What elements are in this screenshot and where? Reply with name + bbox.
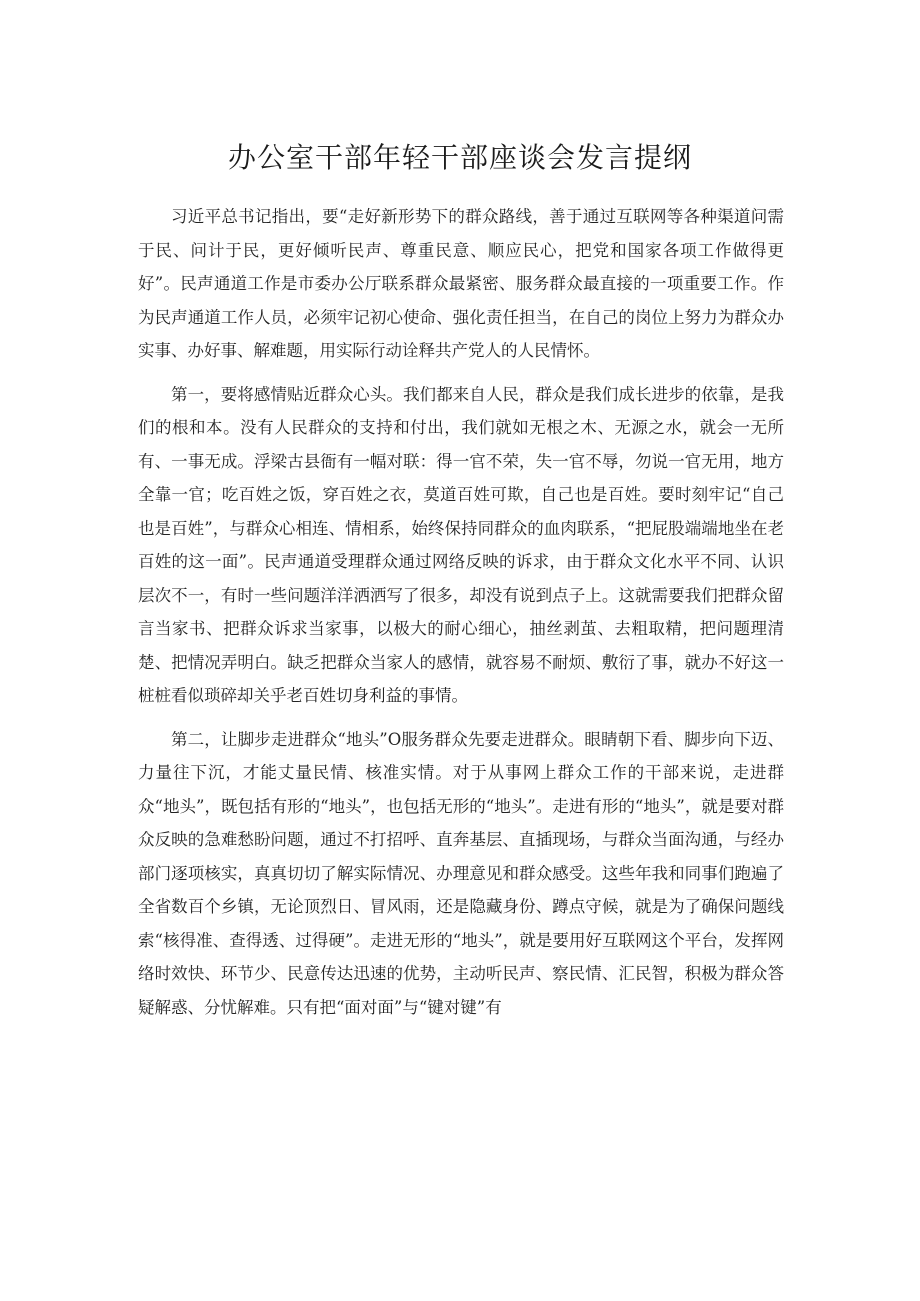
- document-body: [138, 200, 784, 1034]
- paragraph-intro: 习近平总书记指出，要“走好新形势下的群众路线，善于通过互联网等各种渠道问需于民、问计于民，更好倾听民声、尊重民意、顺应民心，把党和国家各项工作做得更好”。民声通道工作是市委办公厅联系群众最紧密、服务群众最直接的一项重要工作。作为民声通道工作人员，必须牢记初心使命、强化责任担当，在自己的岗位上努力为群众办实事、办好事、解难题，用实际行动诠释共产党人的人民情怀。: [138, 207, 784, 360]
- paragraph-second-point: 第二，让脚步走进群众“地头”O服务群众先要走进群众。眼睛朝下看、脚步向下迈、力量往下沉，才能丈量民情、核准实情。对于从事网上群众工作的干部来说，走进群众“地头”，既包括有形的“地头”，也包括无形的“地头”。走进有形的“地头”，就是要对群众反映的急难愁盼问题，通过不打招呼、直奔基层、直插现场，与群众当面沟通，与经办部门逐项核实，真真切切了解实际情况、办理意见和群众感受。这些年我和同事们跑遍了全省数百个乡镇，无论顶烈日、冒风雨，还是隐藏身份、蹲点守候，就是为了确保问题线索“核得准、查得透、过得硬”。走进无形的“地头”，就是要用好互联网这个平台，发挥网络时效快、环节少、民意传达迅速的优势，主动听民声、察民情、汇民智，积极为群众答疑解惑、分忧解难。只有把“面对面”与“键对键”有: [138, 729, 784, 1017]
- document-title: 办公室干部年轻干部座谈会发言提纲: [227, 141, 692, 174]
- paragraph-first-point: 第一，要将感情贴近群众心头。我们都来自人民，群众是我们成长进步的依靠，是我们的根和本。没有人民群众的支持和付出，我们就如无根之木、无源之水，就会一无所有、一事无成。浮梁古县衙有一幅对联：得一官不荣，失一官不辱，勿说一官无用，地方全靠一官；吃百姓之饭，穿百姓之衣，莫道百姓可欺，自己也是百姓。要时刻牢记“自己也是百姓”，与群众心相连、情相系，始终保持同群众的血肉联系，“把屁股端端地坐在老百姓的这一面”。民声通道受理群众通过网络反映的诉求，由于群众文化水平不同、认识层次不一，有时一些问题洋洋洒洒写了很多，却没有说到点子上。这就需要我们把群众留言当家书、把群众诉求当家事，以极大的耐心细心，抽丝剥茧、去粗取精，把问题理清楚、把情况弄明白。缺乏把群众当家人的感情，就容易不耐烦、敷衍了事，就办不好这一桩桩看似琐碎却关乎老百姓切身利益的事情。: [138, 384, 784, 705]
